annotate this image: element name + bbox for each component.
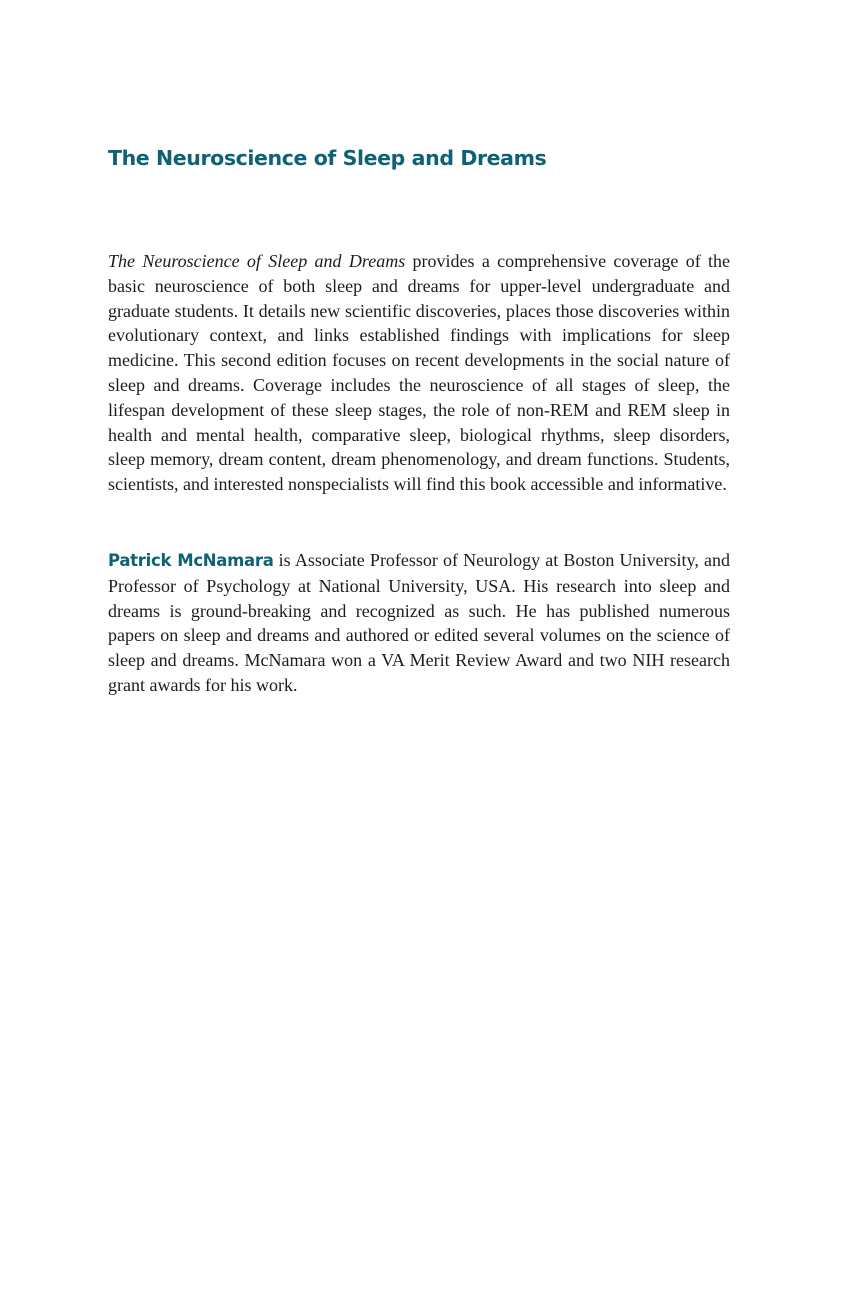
book-description-text: provides a comprehensive coverage of the basic neuroscience of both sleep and dreams for upper-level undergraduate and graduate students. It details new scientific discoveries, places those discoveries within evolutionary context, and links established findings with implications for sleep medicine. This second edition focuses on recent developments in the social nature of sleep and dreams. Coverage includes the neuroscience of all stages of sleep, the lifespan development of these sleep stages, the role of non-REM and REM sleep in health and mental health, comparative sleep, biological rhythms, sleep disorders, sleep memory, dream content, dream phenomenology, and dream functions. Students, scientists, and interested nonspecialists will find this book accessible and informative. [108,251,730,495]
faint-footer-line [18,1268,278,1275]
author-bio-text: is Associate Professor of Neurology at Boston University, and Professor of Psychology at National University, USA. His research into sleep and dreams is ground-breaking and recognized as such. He has published numerous papers on sleep and dreams and authored or edited several volumes on the science of sleep and dreams. McNamara won a VA Merit Review Award and two NIH research grant awards for his work. [108,550,731,695]
book-title-inline: The Neuroscience of Sleep and Dreams [108,251,406,271]
book-description [108,249,730,497]
author-name: Patrick McNamara [108,551,274,570]
author-bio [108,548,730,698]
page-title: The Neuroscience of Sleep and Dreams [108,146,547,170]
